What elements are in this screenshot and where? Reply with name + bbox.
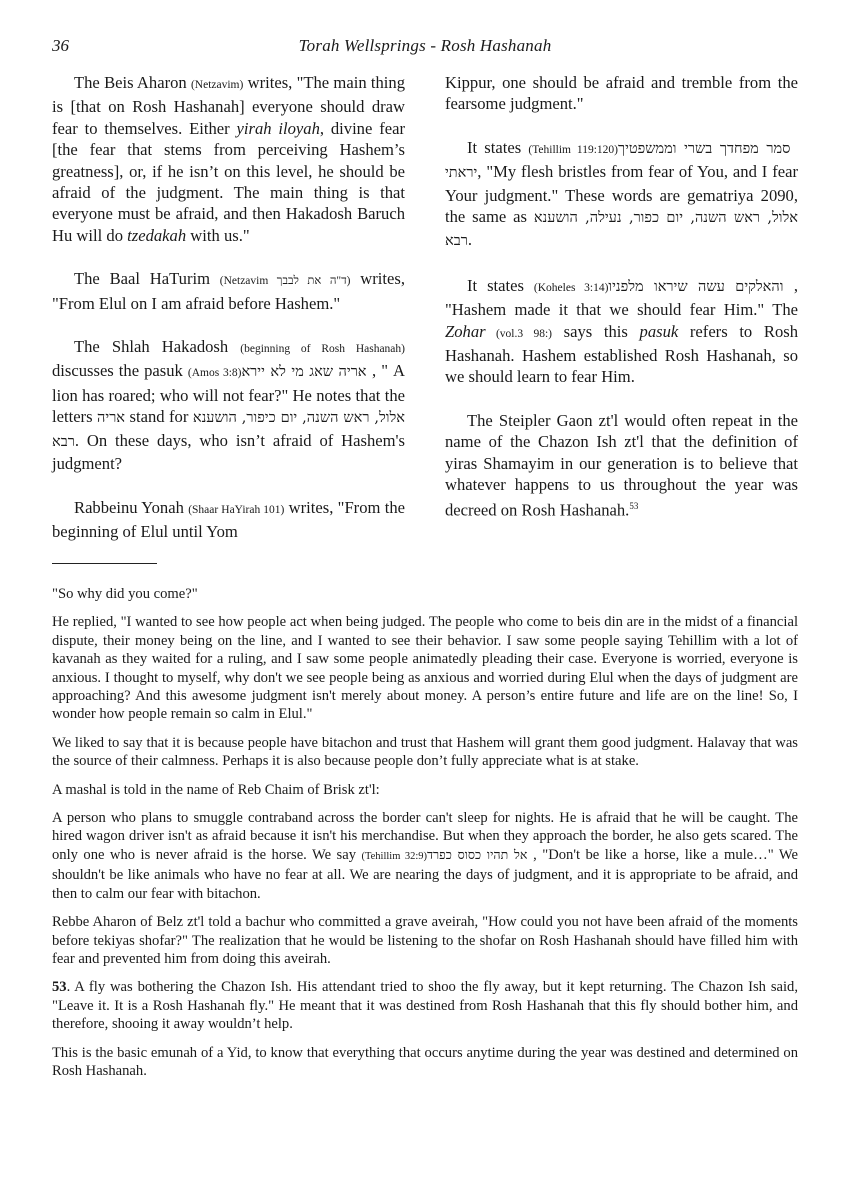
hebrew-quote: אריה שאג מי לא יירא: [241, 364, 373, 381]
hebrew-quote: והאלקים עשה שיראו מלפניו: [608, 278, 794, 295]
footnote-number: 53: [52, 979, 67, 996]
source-citation: (Netzavim): [190, 79, 244, 91]
footnote-paragraph: "So why did you come?": [52, 586, 198, 602]
footnote-paragraph: A mashal is told in the name of Reb Chaim of Brisk zt'l:: [52, 781, 380, 798]
hebrew-quote: אריה: [97, 410, 126, 427]
footnote-paragraph: He replied, "I wanted to see how people act when being judged. The people who come to beis din are in the midst of a financial dispute, their money being on the line, and I wanted to see their behavior. I saw some people saying Tehillim with a lot of kavanah as they waited for a ruling, and I saw some people animatedly pleading their case. Everyone is worried, everyone is anxious. I thought to myself, why don't we see people being as anxious and worried during Elul when the days of judgment are approaching? And this awesome judgment isn't merely about money. A person’s entire future and life are on the line! So, I wonder how people remain so calm in Elul.": [52, 614, 798, 723]
page-header: [52, 36, 798, 60]
source-citation: (beginning of Rosh Hashanah): [240, 343, 405, 356]
right-column: [445, 72, 798, 542]
hebrew-quote: אל תהיו כסוס כפרד: [427, 846, 534, 862]
page-number: 36: [52, 36, 69, 55]
footnote-paragraph: We liked to say that it is because people have bitachon and trust that Hashem will grant them good judgment. Halavay that was the source of their calmness. Perhaps it is also because people don’t fully appreciate what is at stake.: [52, 734, 798, 770]
hebrew-quote: סמר מפחדך בשרי וממשפטיך יראתי: [445, 140, 798, 182]
paragraph-rabbeinu-yonah: Rabbeinu Yonah (Shaar HaYirah 101) writes, "From the beginning of Elul until Yom: [52, 497, 405, 541]
source-citation: (Shaar HaYirah 101): [188, 503, 285, 516]
hebrew-quote: אלול, ראש השנה, יום כפור, נעילה, הושענא רבא: [445, 210, 798, 250]
source-citation: (Tehillim 32:9): [361, 850, 427, 862]
source-citation: (Netzavim ד"ה את לבבך): [219, 275, 351, 288]
footnote-ref[interactable]: 53: [629, 500, 639, 511]
footnote-53: 53. A fly was bothering the Chazon Ish. His attendant tried to shoo the fly away, but it kept returning. The Chazon Ish said, "Leave it. It is a Rosh Hashanah fly." He meant that it was destined from Rosh Hashanah that this fly should bother him, and therefore, shooing it away wouldn’t help.: [52, 979, 798, 1033]
paragraph-tehillim: It states (Tehillim 119:120) סמר מפחדך בשרי וממשפטיך יראתי, "My flesh bristles from fear of You, and I fear Your judgment." These words are gematriya 2090, the same as אלול, ראש השנה, יום כפור, נעילה, הושענא רבא.: [445, 137, 798, 250]
source-citation: (Koheles 3:14): [533, 281, 609, 294]
source-citation: (Amos 3:8): [187, 367, 242, 380]
paragraph-baal-haturim: The Baal HaTurim (Netzavim ד"ה את לבבך) writes, "From Elul on I am afraid before Hashem.": [52, 269, 405, 313]
paragraph-steipler: The Steipler Gaon zt'l would often repeat in the name of the Chazon Ish zt'l that the definition of yiras Shamayim in our generation is to believe that whatever happens to us throughout the year was decreed on Rosh Hashanah.$^{53}$: [445, 410, 798, 520]
paragraph-koheles: It states (Koheles 3:14) והאלקים עשה שיראו מלפניו, "Hashem made it that we should fear Him." The Zohar (vol.3 98:) says this pasuk refers to Rosh Hashanah. Hashem established Rosh Hashanah, so we should learn to fear Him.: [445, 275, 798, 387]
footnote-paragraph: This is the basic emunah of a Yid, to know that everything that occurs anytime during the year was destined and determined on Rosh Hashanah.: [52, 1044, 798, 1079]
paragraph-shlah: The Shlah Hakadosh (beginning of Rosh Hashanah) discusses the pasuk (Amos 3:8) אריה שאג מי לא יירא, " A lion has roared; who will not fear?" He notes that the letters אריה stand for אלול, ראש השנה, יום כיפור, הושענא רבא. On these days, who isn’t afraid of Hashem's judgment?: [52, 337, 406, 474]
footnote-paragraph: A person who plans to smuggle contraband across the border can't sleep for nights. He is afraid that he will be caught. The hired wagon driver isn't as afraid because it isn't his merchandise. But when they approach the border, he also gets scared. The only one who is never afraid is the horse. We say (Tehillim 32:9) אל תהיו כסוס כפרד, "Don't be like a horse, like a mule…" We shouldn't be like animals who have no fear at all. We are nearing the days of judgment, and it is appropriate to be afraid, and then to calm our fear with bitachon.: [52, 810, 798, 902]
footnote-divider: [52, 563, 157, 564]
paragraph-continuation: Kippur, one should be afraid and tremble from the fearsome judgment.": [445, 73, 798, 114]
source-citation: (Tehillim 119:120): [528, 143, 618, 156]
hebrew-quote: אלול, ראש השנה, יום כיפור, הושענא רבא: [52, 410, 406, 450]
footnotes: [52, 585, 798, 1090]
source-citation: (vol.3 98:): [485, 327, 553, 340]
paragraph-beis-aharon: The Beis Aharon (Netzavim) writes, "The main thing is [that on Rosh Hashanah] everyone should draw fear to themselves. Either yirah iloyah, divine fear [the fear that stems from perceiving Hashem’s greatness], or, if he isn’t on this level, he should be afraid of the judgment. The main thing is that everyone must be afraid, and then Hakadosh Baruch Hu will do tzedakah with us.": [52, 73, 405, 245]
left-column: [52, 72, 405, 564]
footnote-paragraph: Rebbe Aharon of Belz zt'l told a bachur who committed a grave aveirah, "How could you not have been afraid of the moments before tekiyas shofar?" The realization that he would be listening to the shofar on Rosh Hashanah should have filled him with fear and prevented him from doing this aveirah.: [52, 914, 798, 967]
running-title: Torah Wellsprings - Rosh Hashanah: [298, 36, 552, 55]
